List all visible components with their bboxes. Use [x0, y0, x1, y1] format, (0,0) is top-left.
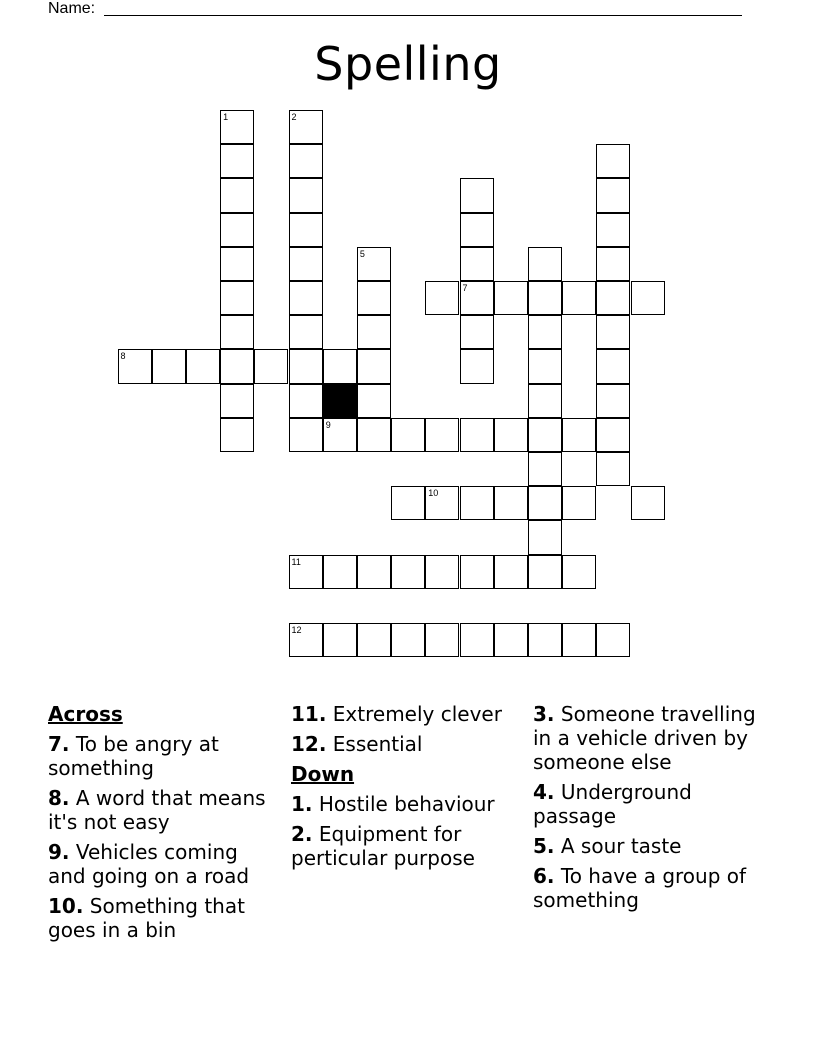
page-title: Spelling: [314, 37, 502, 91]
grid-cell[interactable]: [528, 452, 562, 486]
grid-cell[interactable]: [631, 281, 665, 315]
grid-cell[interactable]: [391, 555, 425, 589]
grid-cell[interactable]: [460, 486, 494, 520]
clue-number-label: 1: [223, 112, 229, 122]
clue-text: A word that means it's not easy: [48, 786, 266, 834]
across-heading: Across: [48, 702, 123, 726]
grid-cell[interactable]: [220, 178, 254, 212]
black-cell: [323, 384, 357, 418]
grid-cell[interactable]: [357, 281, 391, 315]
grid-cell[interactable]: [323, 623, 357, 657]
grid-cell[interactable]: [220, 213, 254, 247]
clue-number-label: 7: [462, 283, 468, 293]
grid-cell[interactable]: [323, 555, 357, 589]
grid-cell[interactable]: [152, 349, 186, 383]
down-clue-1: [291, 792, 521, 816]
grid-cell[interactable]: [596, 623, 630, 657]
grid-cell[interactable]: [220, 349, 254, 383]
grid-cell[interactable]: [289, 349, 323, 383]
grid-cell[interactable]: [425, 418, 459, 452]
grid-cell[interactable]: [289, 555, 323, 589]
across-clue-7: [48, 732, 278, 780]
grid-cell[interactable]: [562, 418, 596, 452]
grid-cell[interactable]: [357, 315, 391, 349]
grid-cell[interactable]: [528, 555, 562, 589]
clue-number: 8.: [48, 786, 70, 810]
grid-cell[interactable]: [220, 144, 254, 178]
grid-cell[interactable]: [631, 486, 665, 520]
grid-cell[interactable]: [220, 247, 254, 281]
clue-text: Someone travelling in a vehicle driven by someone else: [533, 702, 756, 774]
clues-column-2: [291, 702, 521, 876]
grid-cell[interactable]: [528, 315, 562, 349]
grid-cell[interactable]: [460, 418, 494, 452]
clue-number-label: 5: [359, 248, 365, 259]
grid-cell[interactable]: [425, 281, 459, 315]
grid-cell[interactable]: [220, 110, 254, 144]
grid-cell[interactable]: [494, 281, 528, 315]
grid-cell[interactable]: [391, 418, 425, 452]
grid-cell[interactable]: [596, 418, 630, 452]
grid-cell[interactable]: [460, 213, 494, 247]
grid-cell[interactable]: [289, 213, 323, 247]
down-heading: Down: [291, 762, 355, 786]
grid-cell[interactable]: [220, 418, 254, 452]
grid-cell[interactable]: [323, 349, 357, 383]
clue-number: 1.: [291, 792, 313, 816]
grid-cell[interactable]: [494, 418, 528, 452]
grid-cell[interactable]: [357, 384, 391, 418]
grid-cell[interactable]: [118, 349, 152, 383]
grid-cell[interactable]: [425, 555, 459, 589]
clue-number: 2.: [291, 822, 313, 846]
clue-number-label: 10: [428, 488, 439, 499]
down-clue-3: [533, 702, 763, 774]
grid-cell[interactable]: [289, 144, 323, 178]
grid-cell[interactable]: [562, 555, 596, 589]
down-clue-5: [533, 834, 763, 858]
grid-cell[interactable]: [391, 623, 425, 657]
clue-text: Essential: [332, 732, 423, 756]
grid-cell[interactable]: [289, 623, 323, 657]
grid-cell[interactable]: [562, 486, 596, 520]
down-clue-4: [533, 780, 763, 828]
grid-cell[interactable]: [289, 315, 323, 349]
grid-cell[interactable]: [357, 247, 391, 281]
grid-cell[interactable]: [596, 144, 630, 178]
clue-number: 7.: [48, 732, 70, 756]
grid-cell[interactable]: [289, 178, 323, 212]
grid-cell[interactable]: [425, 486, 459, 520]
clue-number: 3.: [533, 702, 555, 726]
grid-cell[interactable]: [425, 623, 459, 657]
grid-cell[interactable]: [323, 418, 357, 452]
name-label: Name:: [48, 0, 96, 17]
grid-cell[interactable]: [460, 623, 494, 657]
grid-cell[interactable]: [460, 555, 494, 589]
grid-cell[interactable]: [528, 247, 562, 281]
clue-number-label: 2: [291, 112, 297, 122]
grid-cell[interactable]: [528, 349, 562, 383]
grid-cell[interactable]: [494, 555, 528, 589]
clues-column-1: [48, 702, 278, 948]
clue-number-label: 12: [291, 625, 302, 635]
grid-cell[interactable]: [528, 623, 562, 657]
grid-cell[interactable]: [596, 281, 630, 315]
grid-cell[interactable]: [460, 349, 494, 383]
grid-cell[interactable]: [460, 315, 494, 349]
grid-cell[interactable]: [289, 418, 323, 452]
clue-number: 6.: [533, 864, 555, 888]
grid-cell[interactable]: [289, 247, 323, 281]
grid-cell[interactable]: [289, 384, 323, 418]
grid-cell[interactable]: [220, 315, 254, 349]
grid-cell[interactable]: [596, 315, 630, 349]
grid-cell[interactable]: [494, 623, 528, 657]
grid-cell[interactable]: [357, 555, 391, 589]
across-clue-11: [291, 702, 521, 726]
clue-number-label: 8: [120, 351, 126, 362]
grid-cell[interactable]: [391, 486, 425, 520]
clue-number: 5.: [533, 834, 555, 858]
grid-cell[interactable]: [596, 384, 630, 418]
grid-cell[interactable]: [460, 281, 494, 315]
grid-cell[interactable]: [528, 384, 562, 418]
down-clue-2: [291, 822, 521, 870]
grid-cell[interactable]: [596, 349, 630, 383]
clue-number: 11.: [291, 702, 327, 726]
clue-text: Equipment for perticular purpose: [291, 822, 475, 870]
clue-text: Something that goes in a bin: [48, 894, 245, 942]
grid-cell[interactable]: [528, 418, 562, 452]
grid-cell[interactable]: [220, 384, 254, 418]
clues-column-3: [533, 702, 763, 918]
clue-number-label: 9: [325, 419, 331, 430]
clue-number: 4.: [533, 780, 555, 804]
clue-number: 10.: [48, 894, 84, 918]
grid-cell[interactable]: [596, 247, 630, 281]
grid-cell[interactable]: [494, 486, 528, 520]
across-clue-12: [291, 732, 521, 756]
grid-cell[interactable]: [254, 349, 288, 383]
across-clue-8: [48, 786, 278, 834]
clue-number: 12.: [291, 732, 327, 756]
across-clue-10: [48, 894, 278, 942]
grid-cell[interactable]: [186, 349, 220, 383]
grid-cell[interactable]: [289, 110, 323, 144]
clue-text: Underground passage: [533, 780, 692, 828]
clue-text: Extremely clever: [332, 702, 502, 726]
clue-text: Hostile behaviour: [318, 792, 495, 816]
grid-cell[interactable]: [460, 178, 494, 212]
clue-text: A sour taste: [560, 834, 682, 858]
clue-text: To be angry at something: [48, 732, 219, 780]
grid-cell[interactable]: [357, 349, 391, 383]
grid-cell[interactable]: [596, 452, 630, 486]
grid-cell[interactable]: [528, 520, 562, 554]
clue-text: To have a group of something: [533, 864, 747, 912]
clue-text: Vehicles coming and going on a road: [48, 840, 250, 888]
across-clue-9: [48, 840, 278, 888]
grid-cell[interactable]: [562, 623, 596, 657]
grid-cell[interactable]: [528, 486, 562, 520]
grid-cell[interactable]: [357, 623, 391, 657]
clue-number: 9.: [48, 840, 70, 864]
grid-cell[interactable]: [289, 281, 323, 315]
grid-cell[interactable]: [220, 281, 254, 315]
clue-number-label: 11: [291, 556, 301, 567]
grid-cell[interactable]: [357, 418, 391, 452]
grid-cell[interactable]: [596, 213, 630, 247]
grid-cell[interactable]: [460, 247, 494, 281]
grid-cell[interactable]: [528, 281, 562, 315]
grid-cell[interactable]: [596, 178, 630, 212]
grid-cell[interactable]: [562, 281, 596, 315]
down-clue-6: [533, 864, 763, 912]
